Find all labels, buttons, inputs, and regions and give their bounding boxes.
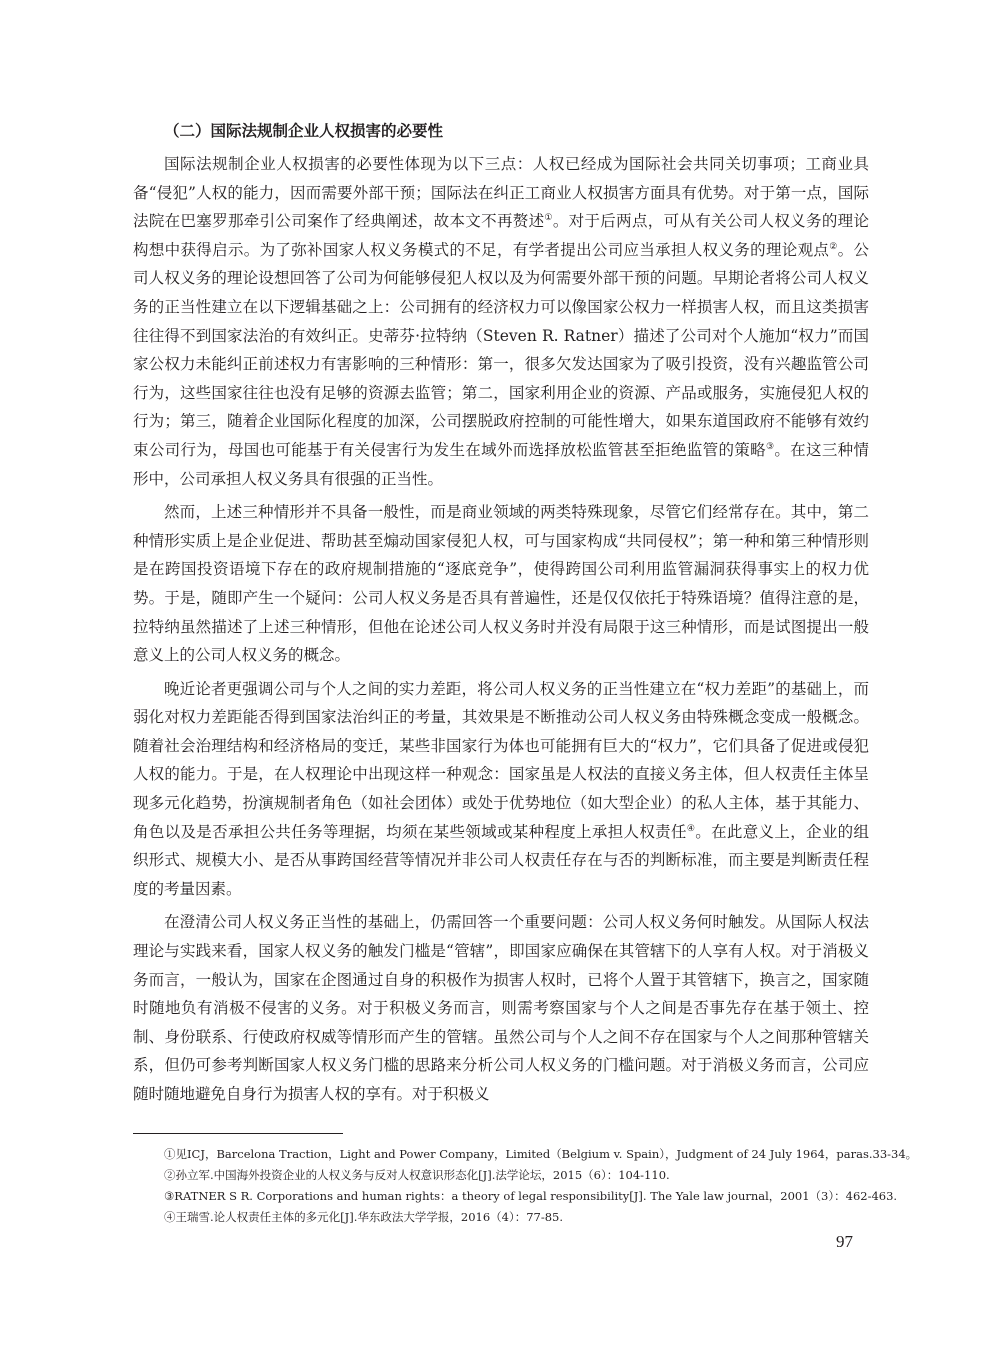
footnote-4: ④王瑞雪.论人权责任主体的多元化[J].华东政法大学学报，2016（4）：77-85. — [164, 1210, 564, 1224]
paragraph-4 — [133, 908, 869, 1108]
footnote-ref-4: ④ — [686, 823, 696, 834]
footnote-1: ①见ICJ，Barcelona Traction，Light and Power Company，Limited（Belgium v. Spain），Judgment of 24 July 1964，paras.33-34。 — [164, 1147, 918, 1161]
paragraph-text: 。在这三种情形中，公司承担人权义务具有很强的正当性。 — [133, 440, 869, 488]
footnote-ref-3: ③ — [765, 441, 775, 452]
paragraph-text: 。公司人权义务的理论设想回答了公司为何能够侵犯人权以及为何需要外部干预的问题。早期论者将公司人权义务的正当性建立在以下逻辑基础之上：公司拥有的经济权力可以像国家公权力一样损害人权，而且这类损害往往得不到国家法治的有效纠正。史蒂芬·拉特纳（Steven R. Ratner）描述了公司对个人施加“权力”而国家公权力未能纠正前述权力有害影响的三种情形：第一，很多欠发达国家为了吸引投资，没有兴趣监管公司行为，这些国家往往也没有足够的资源去监管；第二，国家利用企业的资源、产品或服务，实施侵犯人权的行为；第三，随着企业国际化程度的加深，公司摆脱政府控制的可能性增大，如果东道国政府不能够有效约束公司行为，母国也可能基于有关侵害行为发生在域外而选择放松监管甚至拒绝监管的策略 — [133, 240, 869, 459]
footnote-ref-2: ② — [829, 241, 838, 252]
paragraph-text: 在澄清公司人权义务正当性的基础上，仍需回答一个重要问题：公司人权义务何时触发。从国际人权法理论与实践来看，国家人权义务的触发门槛是“管辖”，即国家应确保在其管辖下的人享有人权。对于消极义务而言，一般认为，国家在企图通过自身的积极作为损害人权时，已将个人置于其管辖下，换言之，国家随时随地负有消极不侵害的义务。对于积极义务而言，则需考察国家与个人之间是否事先存在基于领土、控制、身份联系、行使政府权威等情形而产生的管辖。虽然公司与个人之间不存在国家与个人之间那种管辖关系，但仍可参考判断国家人权义务门槛的思路来分析公司人权义务的门槛问题。对于消极义务而言，公司应随时随地避免自身行为损害人权的享有。对于积极义 — [133, 913, 869, 1103]
section-heading: （二）国际法规制企业人权损害的必要性 — [164, 122, 444, 140]
paragraph-text: 晚近论者更强调公司与个人之间的实力差距，将公司人权义务的正当性建立在“权力差距”的基础上，而弱化对权力差距能否得到国家法治纠正的考量，其效果是不断推动公司人权义务由特殊概念变成一般概念。随着社会治理结构和经济格局的变迁，某些非国家行为体也可能拥有巨大的“权力”，它们具备了促进或侵犯人权的能力。于是，在人权理论中出现这样一种观念：国家虽是人权法的直接义务主体，但人权责任主体呈现多元化趋势，扮演规制者角色（如社会团体）或处于优势地位（如大型企业）的私人主体，基于其能力、角色以及是否承担公共任务等理据，均须在某些领域或某种程度上承担人权责任 — [133, 679, 869, 841]
page-number: 97 — [836, 1232, 853, 1251]
paragraph-text: 。对于后两点，可从有关公司人权义务的理论构想中获得启示。为了弥补国家人权义务模式的不足，有学者提出公司应当承担人权义务的理论观点 — [133, 212, 869, 259]
paragraph-1 — [133, 150, 869, 493]
main-text — [133, 118, 869, 1114]
footnote-divider — [133, 1133, 343, 1134]
paragraph-text: 国际法规制企业人权损害的必要性体现为以下三点：人权已经成为国际社会共同关切事项；工商业具备“侵犯”人权的能力，因而需要外部干预；国际法在纠正工商业人权损害方面具有优势。对于第一点，国际法院在巴塞罗那牵引公司案作了经典阐述，故本文不再赘述 — [133, 155, 869, 231]
paragraph-2 — [133, 498, 869, 670]
paragraph-text: 。在此意义上，企业的组织形式、规模大小、是否从事跨国经营等情况并非公司人权责任存在与否的判断标准，而主要是判断责任程度的考量因素。 — [133, 822, 869, 898]
footnotes — [133, 1133, 918, 1228]
footnote-2: ②孙立军.中国海外投资企业的人权义务与反对人权意识形态化[J].法学论坛，2015（6）：104-110. — [164, 1168, 670, 1182]
paragraph-text: 然而，上述三种情形并不具备一般性，而是商业领域的两类特殊现象，尽管它们经常存在。其中，第二种情形实质上是企业促进、帮助甚至煽动国家侵犯人权，可与国家构成“共同侵权”；第一种和第三种情形则是在跨国投资语境下存在的政府规制措施的“逐底竞争”，使得跨国公司利用监管漏洞获得事实上的权力优势。于是，随即产生一个疑问：公司人权义务是否具有普遍性，还是仅仅依托于特殊语境？值得注意的是，拉特纳虽然描述了上述三种情形，但他在论述公司人权义务时并没有局限于这三种情形，而是试图提出一般意义上的公司人权义务的概念。 — [133, 503, 869, 665]
paragraph-3 — [133, 675, 869, 904]
footnote-ref-1: ① — [544, 213, 553, 224]
footnote-3: ③RATNER S R. Corporations and human rights：a theory of legal responsibility[J]. The Yale law journal，2001（3）：462-463. — [164, 1189, 898, 1203]
